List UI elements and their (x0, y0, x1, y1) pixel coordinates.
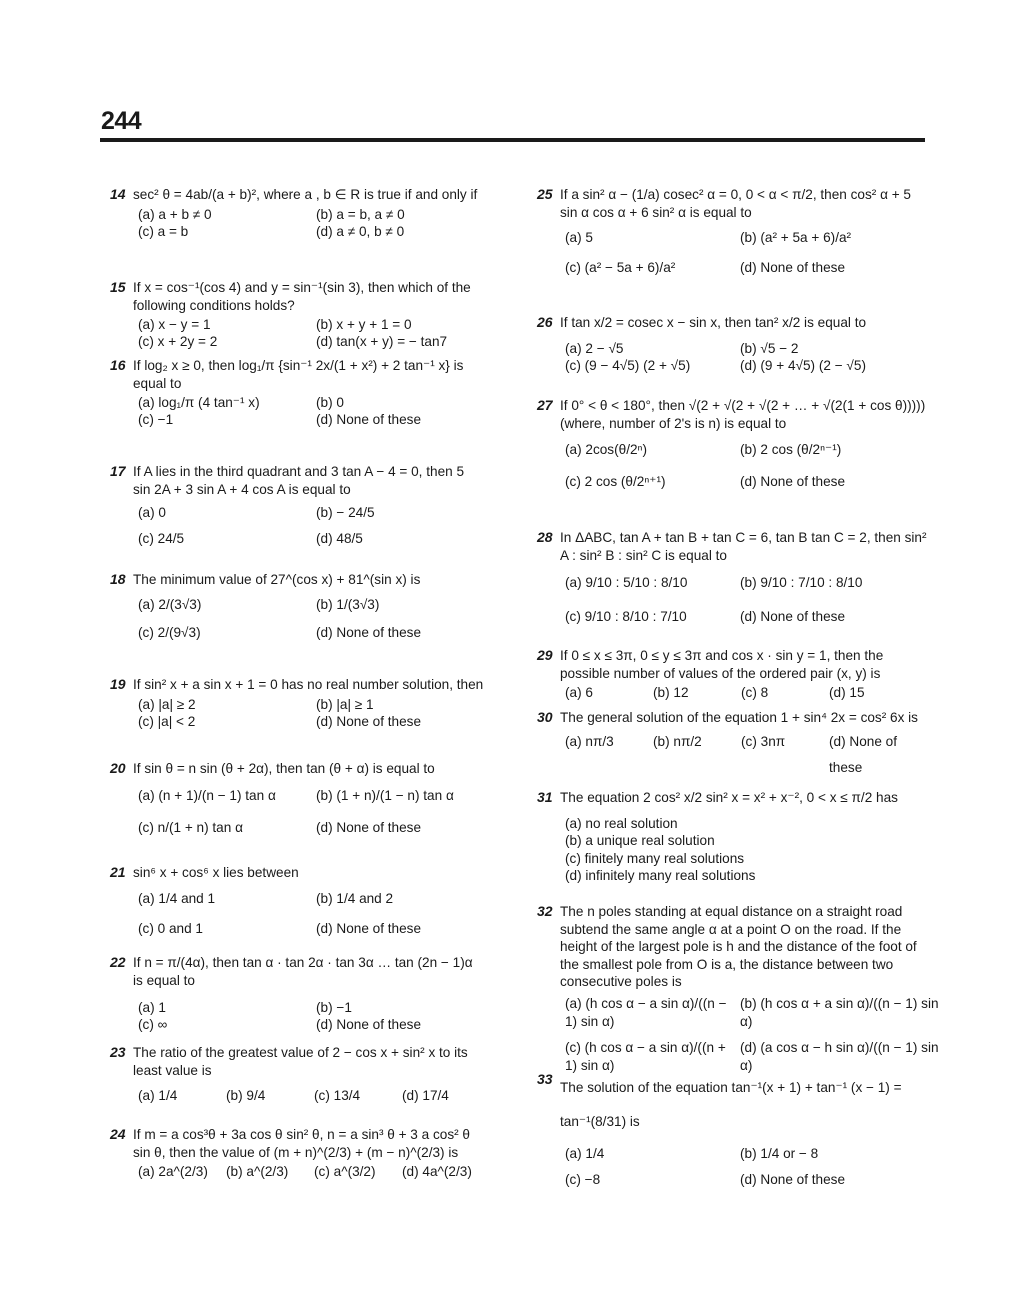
option-a: (a) 2a^(2/3) (138, 1164, 208, 1179)
option-a: (a) 2/(3√3) (138, 596, 202, 612)
option-c: (c) a^(3/2) (314, 1164, 376, 1179)
question-22 (110, 946, 485, 1044)
option-c: (c) (h cos α − a sin α)/((n + 1) sin α) (565, 1039, 726, 1073)
option-c: (c) 2 cos (θ/2ⁿ⁺¹) (565, 474, 666, 489)
option-d: (d) 4a^(2/3) (402, 1164, 472, 1179)
option-b: (b) a unique real solution (565, 833, 715, 848)
question-text: sec² θ = 4ab/(a + b)², where a , b ∈ R is true if and only if (133, 187, 478, 202)
option-c: (c) 9/10 : 8/10 : 7/10 (565, 609, 687, 624)
options (138, 206, 485, 240)
option-a: (a) 1/4 (138, 1088, 178, 1103)
question-number: 25 (537, 186, 553, 202)
question-text: If m = a cos³θ + 3a cos θ sin² θ, n = a sin³ θ + 3 a cos² θ sin θ, then the value of (m + n)^(2/3) + (m − n)^(2/3) is (133, 1127, 470, 1160)
option-a: (a) 6 (565, 685, 593, 700)
option-a: (a) no real solution (565, 815, 678, 831)
option-a: (a) (n + 1)/(n − 1) tan α (138, 787, 276, 803)
question-number: 14 (110, 186, 126, 202)
option-c: (c) x + 2y = 2 (138, 334, 218, 349)
option-c: (c) −8 (565, 1172, 601, 1187)
option-a: (a) 2cos(θ/2ⁿ) (565, 442, 648, 457)
question-number: 15 (110, 279, 126, 295)
question-text: In ΔABC, tan A + tan B + tan C = 6, tan B tan C = 2, then sin² A : sin² B : sin² C is equal to (560, 530, 927, 563)
option-b: (b) √5 − 2 (740, 340, 799, 356)
option-c: (c) (a² − 5a + 6)/a² (565, 260, 676, 275)
question-27 (537, 397, 929, 529)
right-column (537, 186, 939, 1191)
options (565, 684, 929, 701)
option-b: (b) a^(2/3) (226, 1164, 289, 1179)
options (565, 729, 929, 781)
option-d: (d) None of these (316, 920, 422, 936)
question-number: 27 (537, 397, 553, 413)
option-b: (b) − 24/5 (316, 505, 375, 520)
option-c: (c) 8 (741, 685, 769, 700)
option-a: (a) 0 (138, 505, 166, 520)
option-b: (b) 1/(3√3) (316, 596, 380, 612)
options (138, 1081, 485, 1111)
option-d: (d) None of these (316, 412, 422, 427)
option-b: (b) −1 (316, 1000, 352, 1015)
option-d: (d) (a cos α − h sin α)/((n − 1) sin α) (740, 1039, 939, 1073)
option-c: (c) 13/4 (314, 1088, 361, 1103)
option-d: (d) 15 (829, 685, 865, 700)
option-d: (d) tan(x + y) = − tan7 (316, 334, 448, 349)
question-number: 16 (110, 357, 126, 373)
question-29 (537, 647, 929, 709)
option-d: (d) None of these (316, 624, 422, 640)
options (565, 566, 929, 634)
question-text: If A lies in the third quadrant and 3 tan A − 4 = 0, then 5 sin 2A + 3 sin A + 4 cos A is equal to (133, 464, 465, 497)
question-text: If tan x/2 = cosec x − sin x, then tan² x/2 is equal to (560, 315, 867, 330)
question-text: If sin θ = n sin (θ + 2α), then tan (θ + α) is equal to (133, 761, 435, 776)
options (138, 1163, 485, 1180)
options (138, 500, 485, 552)
options (565, 340, 929, 374)
options (138, 696, 485, 730)
option-b: (b) 2 cos (θ/2ⁿ⁻¹) (740, 442, 842, 457)
question-23 (110, 1044, 485, 1126)
option-d: (d) (9 + 4√5) (2 − √5) (740, 357, 866, 373)
option-c: (c) n/(1 + n) tan α (138, 819, 243, 835)
option-a: (a) x − y = 1 (138, 317, 211, 332)
option-c: (c) (9 − 4√5) (2 + √5) (565, 357, 691, 373)
question-number: 31 (537, 789, 553, 805)
option-d: (d) infinitely many real solutions (565, 868, 756, 883)
question-number: 24 (110, 1126, 126, 1142)
question-31 (537, 789, 929, 903)
options (565, 1141, 929, 1193)
question-30 (537, 709, 929, 789)
option-d: (d) a ≠ 0, b ≠ 0 (316, 223, 405, 239)
question-number: 30 (537, 709, 553, 725)
question-text: The minimum value of 27^(cos x) + 81^(sin x) is (133, 572, 421, 587)
question-25 (537, 186, 929, 314)
question-16 (110, 357, 485, 463)
question-26 (537, 314, 929, 397)
question-text: The equation 2 cos² x/2 sin² x = x² + x⁻², 0 < x ≤ π/2 has (560, 790, 898, 805)
page-number: 244 (101, 107, 142, 135)
question-text: If 0° < θ < 180°, then √(2 + √(2 + √(2 + … + √(2(1 + cos θ))))) (where, number of 2's is n) is equal to (560, 398, 926, 431)
question-33 (537, 1071, 929, 1191)
options (138, 999, 485, 1033)
option-c: (c) 3nπ (741, 733, 786, 749)
question-15 (110, 279, 485, 357)
options (565, 223, 929, 283)
option-c: (c) |a| < 2 (138, 713, 196, 729)
option-d: (d) None of these (316, 713, 422, 729)
question-17 (110, 463, 485, 571)
option-a: (a) nπ/3 (565, 733, 614, 749)
question-20 (110, 760, 485, 864)
option-b: (b) 12 (653, 685, 689, 700)
question-text: sin⁶ x + cos⁶ x lies between (133, 865, 299, 880)
question-text: If log₂ x ≥ 0, then log₁/π {sin⁻¹ 2x/(1 + x²) + 2 tan⁻¹ x} is equal to (133, 358, 464, 391)
option-b: (b) (1 + n)/(1 − n) tan α (316, 787, 454, 803)
option-c: (c) ∞ (138, 1017, 168, 1032)
option-a: (a) 1/4 and 1 (138, 890, 216, 906)
option-d: (d) None of these (740, 1172, 846, 1187)
option-d: (d) 48/5 (316, 531, 363, 546)
option-b: (b) (a² + 5a + 6)/a² (740, 230, 852, 245)
option-c: (c) −1 (138, 412, 174, 427)
option-a: (a) |a| ≥ 2 (138, 696, 196, 712)
header-rule (100, 138, 925, 142)
options (138, 394, 485, 428)
options (138, 591, 485, 647)
question-number: 33 (537, 1071, 553, 1087)
options (138, 316, 485, 350)
option-a: (a) 2 − √5 (565, 340, 624, 356)
option-b: (b) |a| ≥ 1 (316, 696, 374, 712)
question-28 (537, 529, 929, 647)
option-b: (b) 0 (316, 395, 344, 410)
question-text: If x = cos⁻¹(cos 4) and y = sin⁻¹(sin 3), then which of the following conditions holds? (133, 280, 471, 313)
option-b: (b) (h cos α + a sin α)/((n − 1) sin α) (740, 995, 939, 1029)
option-d: (d) 17/4 (402, 1088, 449, 1103)
question-number: 17 (110, 463, 126, 479)
question-number: 22 (110, 954, 126, 970)
option-c: (c) 2/(9√3) (138, 624, 201, 640)
option-a: (a) 5 (565, 230, 593, 245)
option-b: (b) 1/4 and 2 (316, 890, 394, 906)
options (138, 884, 485, 944)
option-c: (c) a = b (138, 223, 189, 239)
option-b: (b) 9/10 : 7/10 : 8/10 (740, 575, 863, 590)
question-number: 32 (537, 903, 553, 919)
option-a: (a) 1/4 (565, 1146, 605, 1161)
question-21 (110, 864, 485, 946)
question-text: If n = π/(4α), then tan α · tan 2α · tan 3α … tan (2n − 1)α is equal to (133, 955, 473, 988)
option-d: (d) None of these (740, 609, 846, 624)
option-a: (a) 9/10 : 5/10 : 8/10 (565, 575, 688, 590)
options (138, 780, 485, 844)
option-b: (b) x + y + 1 = 0 (316, 317, 412, 332)
question-number: 20 (110, 760, 126, 776)
option-a: (a) a + b ≠ 0 (138, 206, 212, 222)
question-14 (110, 186, 485, 279)
option-b: (b) 1/4 or − 8 (740, 1146, 819, 1161)
option-a: (a) (h cos α − a sin α)/((n − 1) sin α) (565, 995, 727, 1029)
options (565, 995, 939, 1075)
question-text: The general solution of the equation 1 + sin⁴ 2x = cos² 6x is (560, 710, 918, 725)
question-text: If sin² x + a sin x + 1 = 0 has no real number solution, then (133, 677, 484, 692)
option-d: (d) None of these (829, 733, 898, 775)
question-text: The n poles standing at equal distance on a straight road subtend the same angle α at a point O on the road. If the height of the largest pole is h and the distance of the foot of the smallest pole from O is a, the distance between two consecutive poles is (560, 904, 917, 989)
question-32 (537, 903, 939, 1073)
option-d: (d) None of these (316, 1017, 422, 1032)
options (565, 434, 929, 498)
question-number: 26 (537, 314, 553, 330)
question-text: The ratio of the greatest value of 2 − cos x + sin² x to its least value is (133, 1045, 468, 1078)
option-c: (c) 0 and 1 (138, 920, 203, 936)
question-number: 28 (537, 529, 553, 545)
question-number: 29 (537, 647, 553, 663)
question-number: 21 (110, 864, 126, 880)
option-d: (d) None of these (740, 474, 846, 489)
question-number: 19 (110, 676, 126, 692)
option-a: (a) 1 (138, 1000, 166, 1015)
question-18 (110, 571, 485, 676)
option-c: (c) finitely many real solutions (565, 850, 745, 866)
question-24 (110, 1126, 485, 1196)
option-d: (d) None of these (316, 819, 422, 835)
options (565, 815, 929, 885)
option-d: (d) None of these (740, 260, 846, 275)
question-text: The solution of the equation tan⁻¹(x + 1) + tan⁻¹ (x − 1) = tan⁻¹(8/31) is (560, 1080, 902, 1129)
option-c: (c) 24/5 (138, 531, 185, 546)
option-b: (b) nπ/2 (653, 733, 702, 749)
question-text: If a sin² α − (1/a) cosec² α = 0, 0 < α < π/2, then cos² α + 5 sin α cos α + 6 sin² α is equal to (560, 187, 911, 220)
question-19 (110, 676, 485, 760)
question-text: If 0 ≤ x ≤ 3π, 0 ≤ y ≤ 3π and cos x · sin y = 1, then the possible number of values of the ordered pair (x, y) is (560, 648, 884, 681)
question-number: 23 (110, 1044, 126, 1060)
option-b: (b) 9/4 (226, 1088, 266, 1103)
option-b: (b) a = b, a ≠ 0 (316, 206, 405, 222)
question-number: 18 (110, 571, 126, 587)
option-a: (a) log₁/π (4 tan⁻¹ x) (138, 395, 260, 410)
left-column (110, 186, 485, 1196)
